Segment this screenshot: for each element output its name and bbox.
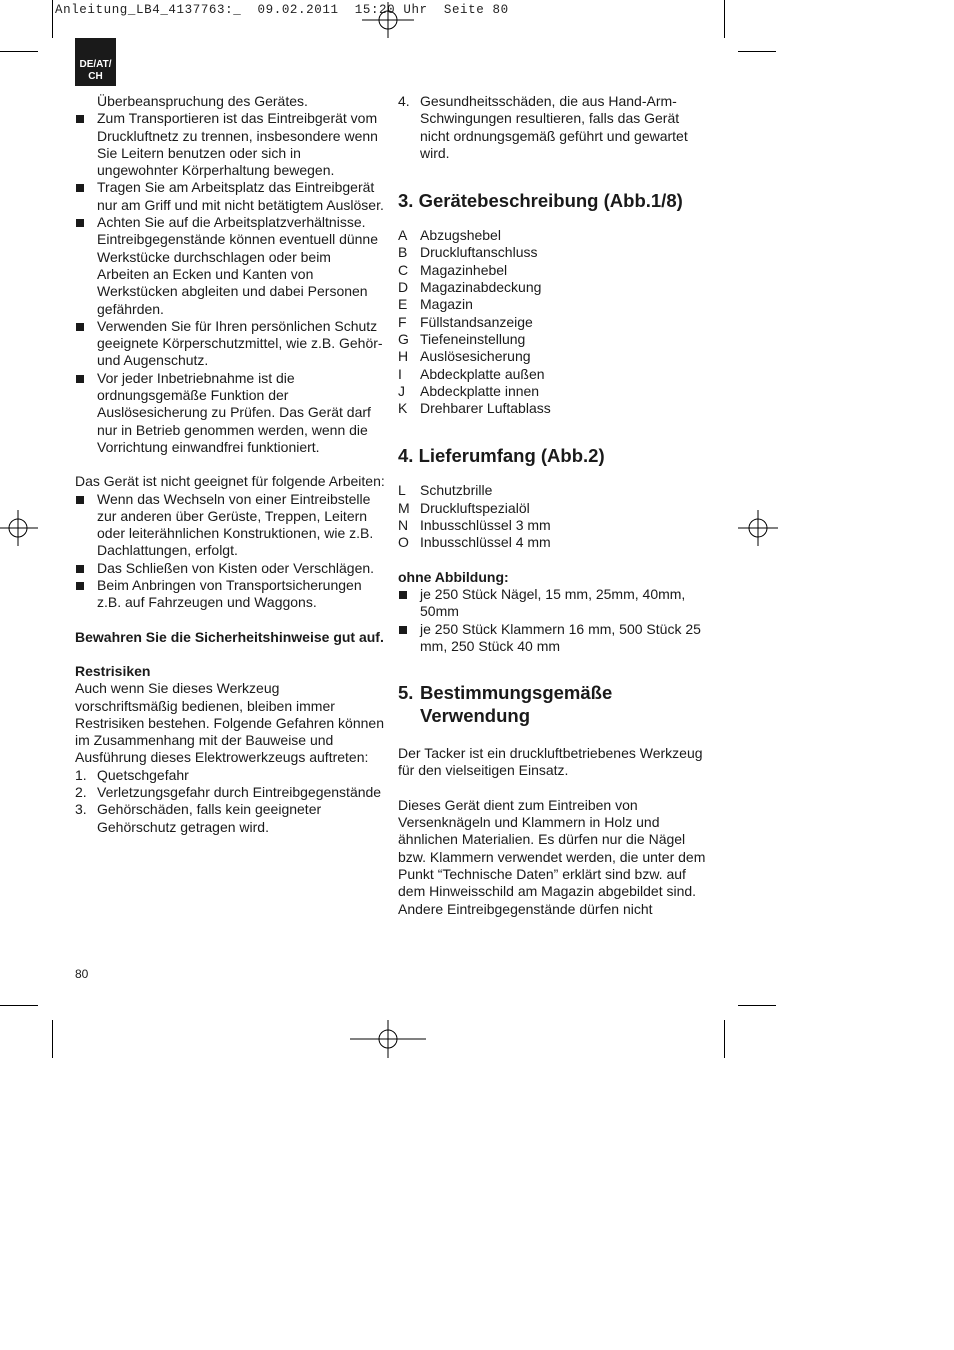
- safety-bullet: Verwenden Sie für Ihren persönlichen Schutz geeignete Körperschutzmittel, wie z.B. Gehör- und Augenschutz.: [75, 318, 385, 370]
- crop-mark: [0, 1005, 38, 1006]
- delivery-list-item: L Schutzbrille: [398, 482, 493, 499]
- registration-mark-icon: [350, 1020, 426, 1058]
- language-badge-line1: DE/AT/: [79, 59, 112, 70]
- crop-mark: [0, 51, 38, 52]
- bullet-square-icon: [76, 184, 84, 192]
- part-list-item: I Abdeckplatte außen: [398, 365, 545, 382]
- section-3-heading: 3. Gerätebeschreibung (Abb.1/8): [398, 190, 683, 212]
- bullet-square-icon: [76, 323, 84, 331]
- keep-instructions-notice: Bewahren Sie die Sicherheitshinweise gut auf.: [75, 628, 384, 645]
- without-figure-title: ohne Abbildung:: [398, 568, 509, 585]
- bullet-square-icon: [76, 496, 84, 504]
- bullet-square-icon: [76, 582, 84, 590]
- section-5-heading: 5. Bestimmungsgemäße Verwendung: [398, 682, 613, 727]
- crop-mark: [52, 0, 53, 38]
- language-badge-line2: CH: [88, 71, 103, 82]
- bullet-square-icon: [76, 565, 84, 573]
- safety-bullet: Achten Sie auf die Arbeitsplatzverhältnisse. Eintreibgegenstände können eventuell dünne Werkstücke durchschlagen oder beim Arbeiten an Ecken und Kanten von Werkstücken abgleiten und dabei Personen gefährden.: [75, 214, 385, 318]
- registration-mark-icon: [738, 510, 778, 546]
- crop-mark: [738, 51, 776, 52]
- bullet-square-icon: [76, 219, 84, 227]
- left-column: [75, 93, 385, 836]
- crop-mark: [724, 0, 725, 38]
- bullet-square-icon: [399, 626, 407, 634]
- residual-risk-item: 1. Quetschgefahr: [75, 766, 189, 783]
- unsuitable-intro: Das Gerät ist nicht geeignet für folgende Arbeiten:: [75, 473, 385, 490]
- language-badge: [75, 38, 116, 86]
- print-header-line: Anleitung_LB4_4137763:_ 09.02.2011 15:20 Uhr Seite 80: [55, 3, 509, 17]
- unsuitable-bullet: Wenn das Wechseln von einer Eintreibstelle zur anderen über Gerüste, Treppen, Leitern oder leiterähnlichen Konstruktionen, wie z.B. Dachlattungen, erfolgt.: [75, 491, 385, 560]
- delivery-list-item: O Inbusschlüssel 4 mm: [398, 534, 551, 551]
- part-list-item: E Magazin: [398, 296, 473, 313]
- accessory-bullet: je 250 Stück Nägel, 15 mm, 25mm, 40mm, 50mm: [398, 586, 708, 621]
- residual-risk-item: 4. Gesundheitsschäden, die aus Hand-Arm-Schwingungen resultieren, falls das Gerät nicht ordnungsgemäß geführt und gewartet wird.: [398, 93, 688, 161]
- unsuitable-bullet: Beim Anbringen von Transportsicherungen z.B. auf Fahrzeugen und Waggons.: [75, 577, 385, 612]
- residual-risk-item: 3. Gehörschäden, falls kein geeigneter Gehörschutz getragen wird.: [75, 801, 322, 835]
- right-column: [398, 93, 708, 918]
- bullet-square-icon: [399, 591, 407, 599]
- accessory-bullet: je 250 Stück Klammern 16 mm, 500 Stück 25 mm, 250 Stück 40 mm: [398, 621, 708, 656]
- part-list-item: C Magazinhebel: [398, 261, 508, 278]
- part-list-item: B Druckluftanschluss: [398, 244, 538, 261]
- unsuitable-bullet: Das Schließen von Kisten oder Verschlägen.: [75, 560, 385, 577]
- safety-bullet: Vor jeder Inbetriebnahme ist die ordnungsgemäße Funktion der Auslösesicherung zu Prüfen. Das Gerät darf nur in Betrieb genommen werden, wenn die Vorrichtung einwandfrei funktioniert.: [75, 370, 385, 456]
- registration-mark-icon: [362, 2, 414, 38]
- safety-bullet: Tragen Sie am Arbeitsplatz das Eintreibgerät nur am Griff und mit nicht betätigtem Auslöser.: [75, 179, 385, 214]
- residual-risks-text: Auch wenn Sie dieses Werkzeug vorschriftsmäßig bedienen, bleiben immer Restrisiken bestehen. Folgende Gefahren können im Zusammenhang mit der Bauweise und Ausführung dieses Elektrowerkzeugs auftreten:: [75, 680, 384, 766]
- part-list-item: G Tiefeneinstellung: [398, 330, 526, 347]
- delivery-list-item: M Druckluftspezialöl: [398, 499, 530, 516]
- part-list-item: H Auslösesicherung: [398, 348, 531, 365]
- crop-mark: [52, 1020, 53, 1058]
- bullet-square-icon: [76, 375, 84, 383]
- delivery-list-item: N Inbusschlüssel 3 mm: [398, 517, 551, 534]
- crop-mark: [738, 1005, 776, 1006]
- usage-paragraph: Der Tacker ist ein druckluftbetriebenes Werkzeug für den vielseitigen Einsatz.: [398, 745, 703, 779]
- safety-bullet: Zum Transportieren ist das Eintreibgerät vom Druckluftnetz zu trennen, insbesondere wenn Sie Leitern benutzen oder sich in ungewohnter Körperhaltung bewegen.: [75, 110, 385, 179]
- part-list-item: J Abdeckplatte innen: [398, 382, 540, 399]
- registration-mark-icon: [0, 510, 38, 546]
- residual-risks-title: Restrisiken: [75, 662, 151, 679]
- residual-risk-item: 2. Verletzungsgefahr durch Eintreibgegenstände: [75, 783, 382, 800]
- crop-mark: [724, 1020, 725, 1058]
- page-number: 80: [75, 967, 89, 981]
- section-4-heading: 4. Lieferumfang (Abb.2): [398, 445, 605, 467]
- usage-paragraph: Dieses Gerät dient zum Eintreiben von Versenknägeln und Klammern in Holz und ähnlichen Materialien. Es dürfen nur die Nägel bzw. Klammern verwendet werden, die unter dem Punkt “Technische Daten” erklärt sind bzw. auf dem Hinweisschild am Magazin abgebildet sind. Andere Eintreibgegenstände dürfen nicht: [398, 796, 706, 917]
- part-list-item: A Abzugshebel: [398, 227, 501, 244]
- part-list-item: D Magazinabdeckung: [398, 279, 542, 296]
- part-list-item: K Drehbarer Luftablass: [398, 400, 551, 417]
- intro-continued-text: Überbeanspruchung des Gerätes.: [97, 93, 308, 109]
- part-list-item: F Füllstandsanzeige: [398, 313, 533, 330]
- bullet-square-icon: [76, 115, 84, 123]
